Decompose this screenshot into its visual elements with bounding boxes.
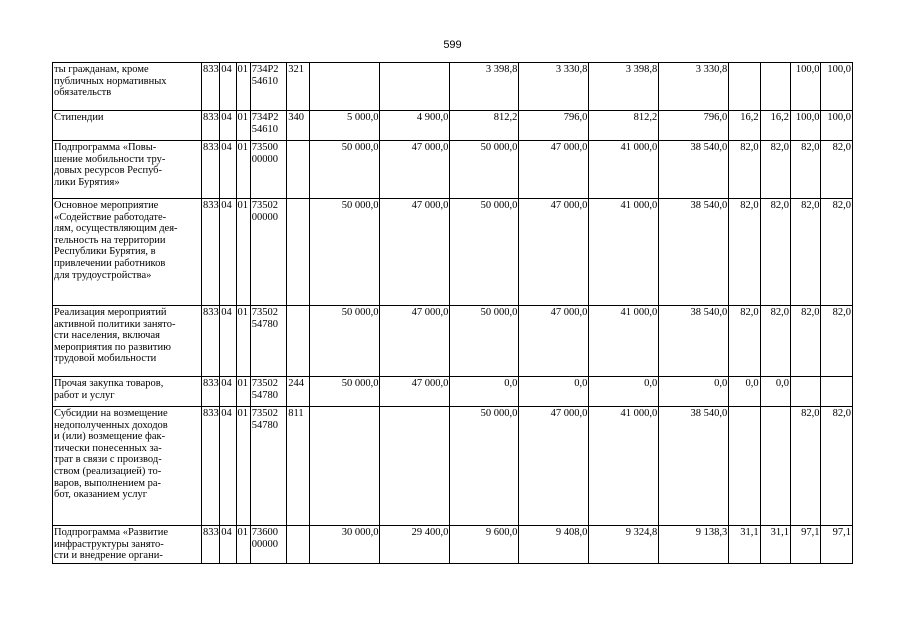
target-code: 73502 54780: [250, 407, 287, 526]
approved-amount-2: [380, 63, 450, 111]
approved-amount-2: 47 000,0: [380, 141, 450, 199]
approved-amount: 50 000,0: [309, 199, 380, 306]
percent-of-approved: 82,0: [729, 306, 760, 377]
admin-code: 833: [202, 141, 220, 199]
revised-amount-2: 9 408,0: [519, 526, 589, 564]
admin-code: 833: [202, 63, 220, 111]
target-code: 73502 54780: [250, 377, 287, 407]
section-code: 04: [220, 63, 236, 111]
row-name: Реализация мероприятий активной политики занято- сти населения, включая мероприятия по развитию трудовой мобильности: [53, 306, 202, 377]
percent-of-revised-2: 100,0: [821, 111, 853, 141]
target-code: 73502 54780: [250, 306, 287, 377]
row-name: Подпрограмма «Развитие инфраструктуры занято- сти и внедрение органи-: [53, 526, 202, 564]
approved-amount: 50 000,0: [309, 141, 380, 199]
revised-amount: 3 398,8: [450, 63, 519, 111]
executed-amount-2: 38 540,0: [659, 407, 729, 526]
executed-amount: 812,2: [589, 111, 659, 141]
subsection-code: 01: [236, 63, 250, 111]
percent-of-approved-2: [760, 407, 790, 526]
executed-amount-2: 38 540,0: [659, 306, 729, 377]
executed-amount: 3 398,8: [589, 63, 659, 111]
admin-code: 833: [202, 377, 220, 407]
approved-amount-2: 29 400,0: [380, 526, 450, 564]
revised-amount: 50 000,0: [450, 306, 519, 377]
executed-amount: 9 324,8: [589, 526, 659, 564]
subsection-code: 01: [236, 526, 250, 564]
expense-kind-code: 811: [287, 407, 309, 526]
row-name: Стипендии: [53, 111, 202, 141]
revised-amount-2: 796,0: [519, 111, 589, 141]
percent-of-approved: 16,2: [729, 111, 760, 141]
percent-of-revised: 100,0: [791, 111, 821, 141]
table-row: [53, 306, 853, 377]
approved-amount-2: 4 900,0: [380, 111, 450, 141]
executed-amount-2: 9 138,3: [659, 526, 729, 564]
approved-amount-2: 47 000,0: [380, 306, 450, 377]
subsection-code: 01: [236, 377, 250, 407]
executed-amount-2: 38 540,0: [659, 199, 729, 306]
table-row: [53, 526, 853, 564]
admin-code: 833: [202, 407, 220, 526]
target-code: 734P2 54610: [250, 63, 287, 111]
percent-of-approved-2: 82,0: [760, 306, 790, 377]
page-number: 599: [443, 39, 462, 51]
target-code: 73500 00000: [250, 141, 287, 199]
row-name: Прочая закупка товаров, работ и услуг: [53, 377, 202, 407]
percent-of-approved: 31,1: [729, 526, 760, 564]
target-code: 73600 00000: [250, 526, 287, 564]
section-code: 04: [220, 306, 236, 377]
expense-kind-code: 244: [287, 377, 309, 407]
revised-amount-2: 47 000,0: [519, 141, 589, 199]
executed-amount-2: 3 330,8: [659, 63, 729, 111]
admin-code: 833: [202, 306, 220, 377]
percent-of-revised-2: [821, 377, 853, 407]
approved-amount-2: [380, 407, 450, 526]
percent-of-revised: 82,0: [791, 306, 821, 377]
revised-amount-2: 47 000,0: [519, 306, 589, 377]
percent-of-revised-2: 82,0: [821, 141, 853, 199]
table-row: [53, 199, 853, 306]
table-row: [53, 407, 853, 526]
approved-amount: 50 000,0: [309, 306, 380, 377]
executed-amount: 41 000,0: [589, 306, 659, 377]
section-code: 04: [220, 111, 236, 141]
row-name: Субсидии на возмещение недополученных доходов и (или) возмещение фак- тически понесенных за- трат в связи с производ- ством (реализацией) то- варов, выполнением ра- бот, оказанием услуг: [53, 407, 202, 526]
approved-amount: 50 000,0: [309, 377, 380, 407]
percent-of-revised-2: 82,0: [821, 306, 853, 377]
percent-of-approved-2: 82,0: [760, 141, 790, 199]
admin-code: 833: [202, 199, 220, 306]
percent-of-revised: 82,0: [791, 141, 821, 199]
percent-of-revised-2: 97,1: [821, 526, 853, 564]
percent-of-approved: [729, 63, 760, 111]
executed-amount: 0,0: [589, 377, 659, 407]
section-code: 04: [220, 377, 236, 407]
subsection-code: 01: [236, 141, 250, 199]
percent-of-approved-2: 82,0: [760, 199, 790, 306]
approved-amount: [309, 63, 380, 111]
section-code: 04: [220, 199, 236, 306]
table-row: [53, 111, 853, 141]
percent-of-approved-2: 31,1: [760, 526, 790, 564]
percent-of-revised-2: 100,0: [821, 63, 853, 111]
expense-kind-code: [287, 306, 309, 377]
approved-amount: 30 000,0: [309, 526, 380, 564]
executed-amount: 41 000,0: [589, 199, 659, 306]
target-code: 73502 00000: [250, 199, 287, 306]
percent-of-revised: 82,0: [791, 199, 821, 306]
revised-amount: 9 600,0: [450, 526, 519, 564]
subsection-code: 01: [236, 199, 250, 306]
admin-code: 833: [202, 526, 220, 564]
approved-amount-2: 47 000,0: [380, 377, 450, 407]
percent-of-approved: 82,0: [729, 141, 760, 199]
row-name: Подпрограмма «Повы- шение мобильности тру- довых ресурсов Респуб- лики Бурятия»: [53, 141, 202, 199]
revised-amount-2: 3 330,8: [519, 63, 589, 111]
executed-amount: 41 000,0: [589, 141, 659, 199]
executed-amount-2: 0,0: [659, 377, 729, 407]
table-row: [53, 63, 853, 111]
approved-amount-2: 47 000,0: [380, 199, 450, 306]
executed-amount-2: 38 540,0: [659, 141, 729, 199]
expense-kind-code: [287, 526, 309, 564]
percent-of-approved-2: 0,0: [760, 377, 790, 407]
row-name: Основное мероприятие «Содействие работодате- лям, осуществляющим дея- тельность на территории Республики Бурятия, в привлечении работников для трудоустройства»: [53, 199, 202, 306]
subsection-code: 01: [236, 306, 250, 377]
approved-amount: [309, 407, 380, 526]
revised-amount-2: 47 000,0: [519, 407, 589, 526]
percent-of-approved-2: [760, 63, 790, 111]
section-code: 04: [220, 141, 236, 199]
approved-amount: 5 000,0: [309, 111, 380, 141]
percent-of-approved: [729, 407, 760, 526]
expense-kind-code: 340: [287, 111, 309, 141]
section-code: 04: [220, 526, 236, 564]
executed-amount: 41 000,0: [589, 407, 659, 526]
executed-amount-2: 796,0: [659, 111, 729, 141]
revised-amount: 0,0: [450, 377, 519, 407]
percent-of-revised: 100,0: [791, 63, 821, 111]
revised-amount-2: 47 000,0: [519, 199, 589, 306]
budget-table: [52, 62, 853, 564]
percent-of-revised: 97,1: [791, 526, 821, 564]
target-code: 734P2 54610: [250, 111, 287, 141]
percent-of-revised-2: 82,0: [821, 199, 853, 306]
subsection-code: 01: [236, 111, 250, 141]
percent-of-approved: 0,0: [729, 377, 760, 407]
expense-kind-code: [287, 199, 309, 306]
expense-kind-code: 321: [287, 63, 309, 111]
percent-of-revised: 82,0: [791, 407, 821, 526]
revised-amount-2: 0,0: [519, 377, 589, 407]
percent-of-revised: [791, 377, 821, 407]
revised-amount: 50 000,0: [450, 141, 519, 199]
table-row: [53, 377, 853, 407]
subsection-code: 01: [236, 407, 250, 526]
revised-amount: 812,2: [450, 111, 519, 141]
revised-amount: 50 000,0: [450, 407, 519, 526]
revised-amount: 50 000,0: [450, 199, 519, 306]
table-row: [53, 141, 853, 199]
expense-kind-code: [287, 141, 309, 199]
section-code: 04: [220, 407, 236, 526]
percent-of-revised-2: 82,0: [821, 407, 853, 526]
percent-of-approved: 82,0: [729, 199, 760, 306]
percent-of-approved-2: 16,2: [760, 111, 790, 141]
admin-code: 833: [202, 111, 220, 141]
row-name: ты гражданам, кроме публичных нормативных обязательств: [53, 63, 202, 111]
